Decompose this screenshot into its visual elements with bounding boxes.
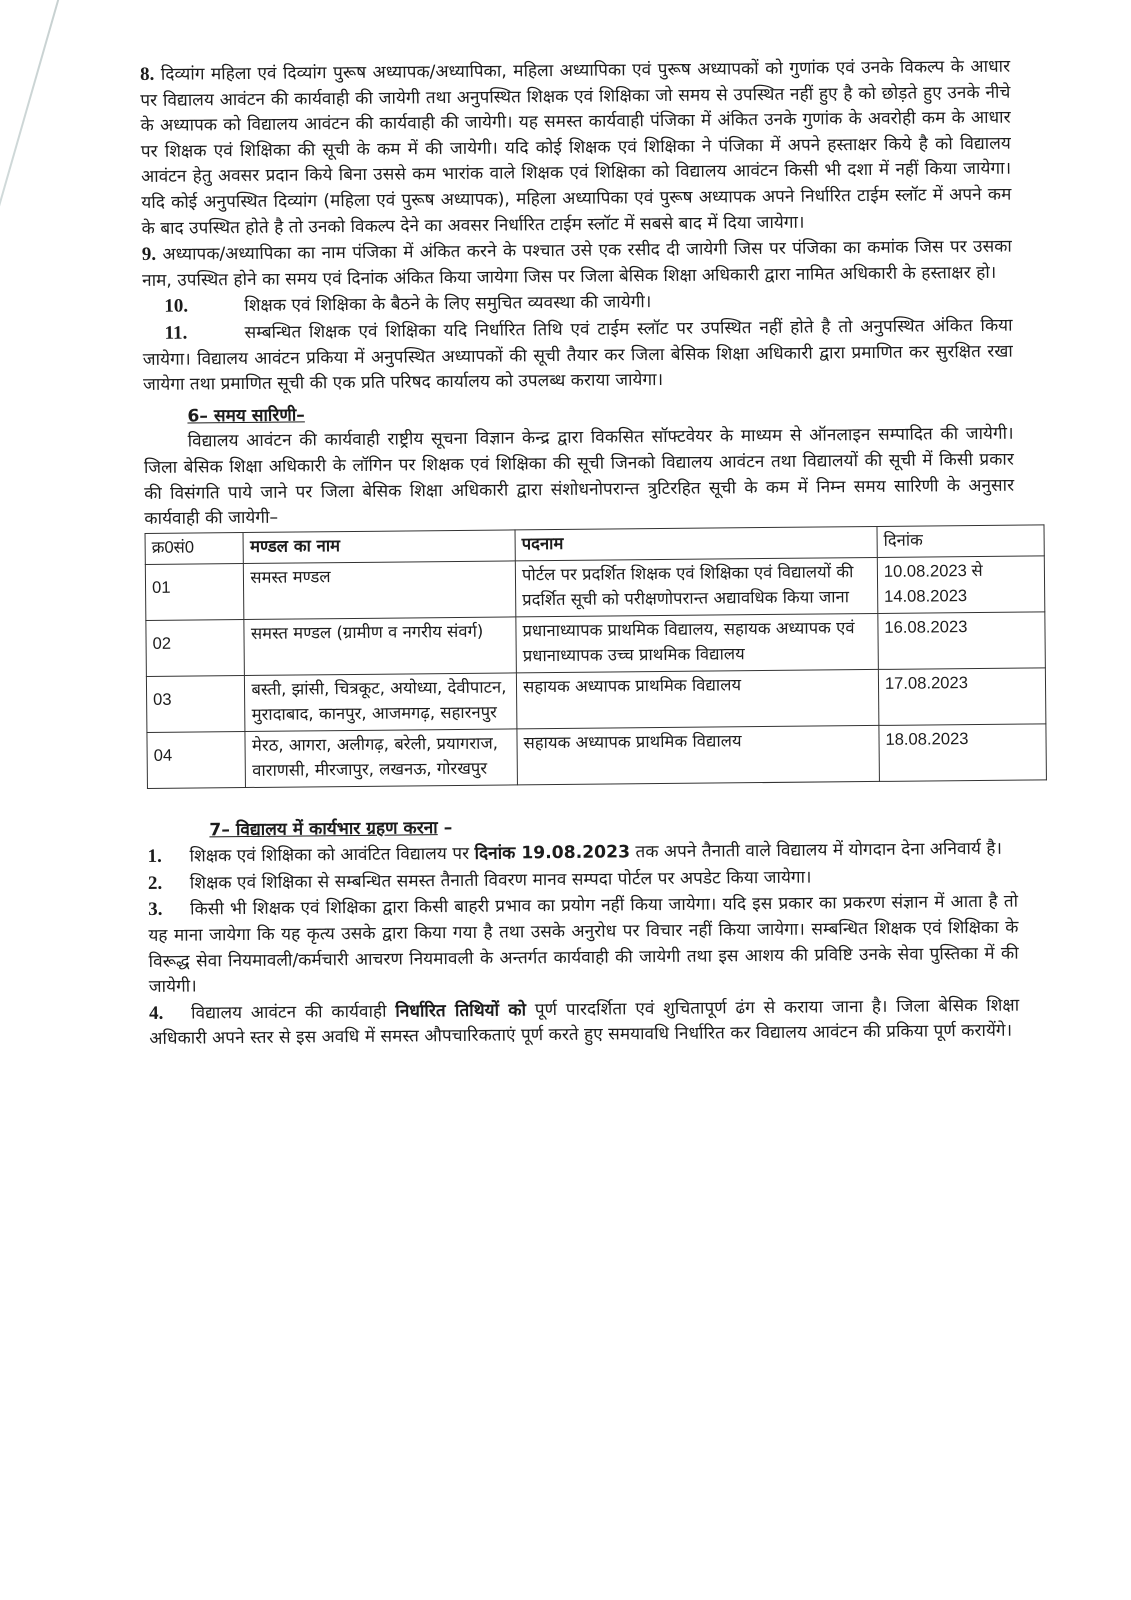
item-number: 3.	[148, 899, 163, 921]
cell-padnaam: सहायक अध्यापक प्राथमिक विद्यालय	[517, 725, 879, 784]
document-body	[140, 54, 1019, 1053]
cell-padnaam: पोर्टल पर प्रदर्शित शिक्षक एवं शिक्षिका एवं विद्यालयों की प्रदर्शित सूची को परीक्षणोपरान्त अद्यावधिक किया जाना	[515, 557, 877, 616]
cell-date	[877, 556, 1045, 614]
date-line-1: 10.08.2023 से	[883, 560, 983, 581]
header-padnaam: पदनाम	[515, 526, 877, 560]
date-line-1: 16.08.2023	[884, 616, 968, 637]
item-text: किसी भी शिक्षक एवं शिक्षिका द्वारा किसी बाहरी प्रभाव का प्रयोग नहीं किया जायेगा। यदि इस प्रकार का प्रकरण संज्ञान में आता है तो यह माना जायेगा कि यह कृत्य उसके द्वारा किया गया है तथा उसके अनुरोध पर विचार नहीं किया जायेगा। सम्बन्धित शिक्षक एवं शिक्षिका के विरूद्ध सेवा नियमावली/कर्मचारी आचरण नियमावली के अन्तर्गत कार्यवाही की जायेगी तथा इस आशय की प्रविष्टि उनके सेवा पुस्तिका में की जायेगी।	[148, 892, 1019, 998]
date-line-2: 14.08.2023	[883, 585, 968, 606]
item-text-after: तक अपने तैनाती वाले विद्यालय में योगदान देना अनिवार्य है।	[629, 839, 1003, 863]
item-number: 9.	[141, 244, 157, 266]
item-8	[140, 54, 1012, 242]
item-text-before: शिक्षक एवं शिक्षिका को आवंटित विद्यालय पर	[189, 844, 475, 867]
item-number: 10.	[164, 295, 189, 318]
cell-padnaam: प्रधानाध्यापक प्राथमिक विद्यालय, सहायक अध्यापक एवं प्रधानाध्यापक उच्च प्राथमिक विद्यालय	[516, 613, 878, 672]
cell-padnaam: सहायक अध्यापक प्राथमिक विद्यालय	[516, 669, 878, 728]
sno-value: 02	[152, 633, 172, 653]
item-9	[142, 234, 1012, 295]
sno-value: 03	[153, 689, 172, 709]
item-number: 11.	[164, 322, 188, 344]
cell-date	[878, 612, 1046, 670]
cell-mandal: समस्त मण्डल	[244, 561, 516, 620]
heading-text: विद्यालय में कार्यभार ग्रहण करना	[235, 817, 438, 840]
cell-date	[879, 724, 1047, 782]
sno-value: 01	[151, 577, 171, 597]
section-6-heading: 6– समय सारिणी–	[187, 405, 305, 427]
paper-fold-line	[0, 0, 62, 587]
sno-value: 04	[153, 745, 173, 765]
header-mandal: मण्डल का नाम	[243, 530, 515, 564]
cell-sno	[145, 563, 244, 620]
table-row	[147, 724, 1046, 789]
s7-item-4	[149, 992, 1019, 1053]
item-text-rest: तो अनुपस्थित अंकित किया जायेगा। विद्यालय आवंटन प्रकिया में अनुपस्थित अध्यापकों की सूची तैयार कर जिला बेसिक शिक्षा अधिकारी द्वारा प्रमाणित कर सुरक्षित रखा जायेगा तथा प्रमाणित सूची की एक प्रति परिषद कार्यालय को उपलब्ध कराया जायेगा।	[142, 315, 1013, 396]
item-text-before: विद्यालय आवंटन की कार्यवाही	[191, 1001, 396, 1024]
header-date: दिनांक	[877, 525, 1044, 558]
table-row	[145, 556, 1044, 621]
item-text: शिक्षक एवं शिक्षिका से सम्बन्धित समस्त तैनाती विवरण मानव सम्पदा पोर्टल पर अपडेट किया जायेगा।	[189, 867, 812, 894]
section-6-intro: विद्यालय आवंटन की कार्यवाही राष्ट्रीय सूचना विज्ञान केन्द्र द्वारा विकसित सॉफ्टवेयर के माध्यम से ऑनलाइन सम्पादित की जायेगी। जिला बेसिक शिक्षा अधिकारी के लॉगिन पर शिक्षक एवं शिक्षिका की सूची जिनको विद्यालय आवंटन तथा विद्यालयों की सूची में किसी प्रकार की विसंगति पाये जाने पर जिला बेसिक शिक्षा अधिकारी द्वारा संशोधनोपरान्त त्रुटिरहित सूची के कम में निम्न समय सारिणी के अनुसार कार्यवाही की जायेगी–	[143, 423, 1015, 530]
cell-date	[878, 668, 1046, 726]
cell-mandal: समस्त मण्डल (ग्रामीण व नगरीय संवर्ग)	[244, 617, 516, 676]
date-line-1: 18.08.2023	[885, 728, 969, 749]
item-text: शिक्षक एवं शिक्षिका के बैठने के लिए समुचित व्यवस्था की जायेगी।	[244, 292, 652, 317]
item-text-after: पूर्ण पारदर्शिता एवं शुचितापूर्ण ढंग से कराया जाना है। जिला बेसिक शिक्षा अधिकारी अपने स्तर से इस अवधि में समस्त औपचारिकताएं पूर्ण करते हुए समयावधि निर्धारित कर विद्यालय आवंटन की प्रकिया पूर्ण करायेंगे।	[149, 995, 1020, 1050]
item-number: 8.	[140, 63, 155, 85]
schedule-table	[145, 524, 1047, 789]
item-text: अध्यापक/अध्यापिका का नाम पंजिका में अंकित करने के पश्चात उसे एक रसीद दी जायेगी जिस पर पंजिका का कमांक जिस पर उसका नाम, उपस्थित होने का समय एवं दिनांक अंकित किया जायेगा जिस पर जिला बेसिक शिक्षा अधिकारी द्वारा नामित अधिकारी के हस्ताक्षर हो।	[142, 236, 1012, 291]
cell-mandal: बस्ती, झांसी, चित्रकूट, अयोध्या, देवीपाटन, मुरादाबाद, कानपुर, आजमगढ़, सहारनपुर	[245, 673, 517, 732]
item-11	[142, 313, 1013, 399]
item-text-bold: निर्धारित तिथियों को	[395, 1000, 527, 1022]
date-line-1: 17.08.2023	[884, 672, 969, 693]
table-row	[146, 612, 1045, 677]
table-row	[146, 668, 1045, 733]
item-text: दिव्यांग महिला एवं दिव्यांग पुरूष अध्यापक/अध्यापिका, महिला अध्यापिका एवं पुरूष अध्यापकों को गुणांक एवं उनके विकल्प के आधार पर विद्यालय आवंटन की कार्यवाही की जायेगी तथा अनुपस्थित शिक्षक एवं शिक्षिका जो समय से उपस्थित नहीं हुए है को छोड़ते हुए उनके नीचे के अध्यापक को विद्यालय आवंटन की कार्यवाही की जायेगी। यह समस्त कार्यवाही पंजिका में अंकित उनके गुणांक के अवरोही कम के आधार पर शिक्षक एवं शिक्षिका की सूची के कम में की जायेगी। यदि कोई शिक्षक एवं शिक्षिका ने पंजिका में अपने हस्ताक्षर किये है को विद्यालय आवंटन हेतु अवसर प्रदान किये बिना उससे कम भारांक वाले शिक्षक एवं शिक्षिका को विद्यालय आवंटन किसी भी दशा में नहीं किया जायेगा। यदि कोई अनुपस्थित दिव्यांग (महिला एवं पुरूष अध्यापक), महिला अध्यापिका एवं पुरूष अध्यापक अपने निर्धारित टाईम स्लॉट में अपने कम के बाद उपस्थित होते है तो उनको विकल्प देने का अवसर निर्धारित टाईम स्लॉट में सबसे बाद में दिया जायेगा।	[140, 56, 1012, 239]
item-number: 2.	[147, 872, 163, 894]
heading-suffix: –	[437, 817, 453, 838]
cell-sno	[146, 619, 245, 676]
cell-mandal: मेरठ, आगरा, अलीगढ़, बरेली, प्रयागराज, वाराणसी, मीरजापुर, लखनऊ, गोरखपुर	[245, 729, 517, 788]
item-number: 1.	[147, 846, 162, 868]
item-number: 4.	[149, 1002, 164, 1024]
cell-sno	[147, 731, 246, 788]
item-text-bold: दिनांक 19.08.2023	[474, 842, 631, 865]
header-sno: क्र0सं0	[145, 532, 244, 564]
s7-item-3	[148, 889, 1019, 1001]
cell-sno	[146, 675, 245, 732]
item-text-first: सम्बन्धित शिक्षक एवं शिक्षिका यदि निर्धारित तिथि एवं टाईम स्लॉट पर उपस्थित नहीं होते है	[244, 317, 831, 343]
heading-prefix: 7–	[209, 819, 237, 841]
